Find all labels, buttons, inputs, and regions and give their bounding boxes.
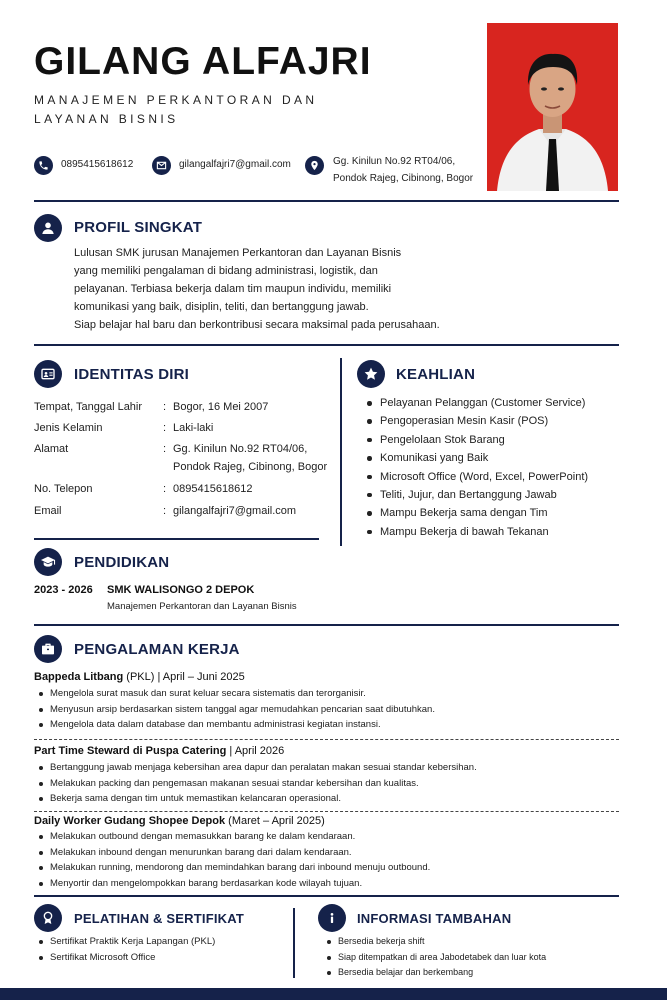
info-item: Bersedia belajar dan berkembang [322,965,546,981]
phone-icon [34,156,53,175]
bottom-column-divider [293,908,295,978]
job-title: Bappeda Litbang [34,671,124,683]
keahlian-title: KEAHLIAN [396,366,476,383]
identity-colon: : [163,401,167,413]
certificate-item: Sertifikat Praktik Kerja Lapangan (PKL) [34,934,215,950]
pengalaman-title: PENGALAMAN KERJA [74,641,240,658]
job-meta: (PKL) | April – Juni 2025 [123,671,245,683]
name-title: GILANG ALFAJRI [34,40,372,83]
job-duty: Bekerja sama dengan tim untuk memastikan kelancaran operasional. [34,791,477,807]
identity-colon: : [163,483,167,495]
location-icon [305,156,324,175]
identity-value: gilangalfajri7@gmail.com [173,505,297,517]
info-list [322,934,546,981]
job-separator [34,739,619,740]
job-separator [34,811,619,812]
job-duty: Melakukan inbound dengan menurunkan barang dari dalam kendaraan. [34,845,430,861]
skill-item: Mampu Bekerja di bawah Tekanan [360,523,588,541]
subtitle-line2: LAYANAN BISNIS [34,112,179,126]
job-meta: | April 2026 [226,745,285,757]
certificate-item: Sertifikat Microsoft Office [34,950,215,966]
user-icon [34,214,62,242]
education-school: SMK WALISONGO 2 DEPOK [107,584,255,596]
skill-item: Microsoft Office (Word, Excel, PowerPoint) [360,468,588,486]
job-duties [34,829,430,891]
identitas-divider [34,538,319,540]
profil-line: Lulusan SMK jurusan Manajemen Perkantoran dan Layanan Bisnis [74,247,402,259]
skill-item: Teliti, Jujur, dan Bertanggung Jawab [360,486,588,504]
job-duties [34,686,435,733]
contact-address-line2: Pondok Rajeg, Cibinong, Bogor [333,173,474,184]
header-divider [34,200,619,202]
contact-email: gilangalfajri7@gmail.com [179,159,291,170]
skill-item: Pelayanan Pelanggan (Customer Service) [360,394,588,412]
identity-row [34,419,334,437]
profil-line: komunikasi yang baik, disiplin, teliti, dan bertanggung jawab. [74,301,369,313]
job-duty: Bertanggung jawab menjaga kebersihan area dapur dan peralatan makan sesuai standar kebersihan. [34,760,477,776]
job-duties [34,760,477,807]
identity-value-line2: Pondok Rajeg, Cibinong, Bogor [173,461,328,473]
profil-divider [34,344,619,346]
job-header [34,745,284,757]
award-icon [34,904,62,932]
skill-item: Pengelolaan Stok Barang [360,431,588,449]
identity-colon: : [163,505,167,517]
job-header [34,671,245,683]
email-icon [152,156,171,175]
skill-item: Komunikasi yang Baik [360,449,588,467]
pengalaman-divider [34,895,619,897]
identitas-title: IDENTITAS DIRI [74,366,190,383]
profil-line: yang memiliki pengalaman di bidang administrasi, logistik, dan [74,265,378,277]
info-icon [318,904,346,932]
pendidikan-divider [34,624,619,626]
certificate-list [34,934,215,965]
job-meta: (Maret – April 2025) [225,815,325,827]
job-duty: Melakukan packing dan pengemasan makanan sesuai standar kebersihan dan kualitas. [34,776,477,792]
skill-list [360,394,588,541]
column-divider [340,358,342,546]
star-icon [357,360,385,388]
id-card-icon [34,360,62,388]
user-icon [487,23,618,191]
identity-value: Gg. Kinilun No.92 RT04/06, [173,443,308,455]
identity-row [34,440,334,476]
job-header [34,815,325,827]
education-major: Manajemen Perkantoran dan Layanan Bisnis [107,601,297,612]
contact-phone: 0895415618612 [61,159,134,170]
identity-row [34,398,334,416]
identity-colon: : [163,443,167,455]
informasi-title: INFORMASI TAMBAHAN [357,911,512,926]
identity-label: Jenis Kelamin [34,422,103,434]
profil-title: PROFIL SINGKAT [74,219,203,236]
skill-item: Mampu Bekerja sama dengan Tim [360,504,588,522]
identity-label: Alamat [34,443,69,455]
job-duty: Menyortir dan mengelompokkan barang berdasarkan kode wilayah tujuan. [34,876,430,892]
identity-label: Tempat, Tanggal Lahir [34,401,143,413]
footer-bar [0,988,667,1000]
job-duty: Melakukan running, mendorong dan memindahkan barang dari inbound menuju outbound. [34,860,430,876]
identity-value: Laki-laki [173,422,214,434]
info-item: Siap ditempatkan di area Jabodetabek dan luar kota [322,950,546,966]
subtitle-line1: MANAJEMEN PERKANTORAN DAN [34,93,318,107]
identity-label: Email [34,505,62,517]
briefcase-icon [34,635,62,663]
job-duty: Melakukan outbound dengan memasukkan barang ke dalam kendaraan. [34,829,430,845]
identity-row [34,480,334,498]
identity-colon: : [163,422,167,434]
job-title: Part Time Steward di Puspa Catering [34,745,227,757]
info-item: Bersedia bekerja shift [322,934,546,950]
profil-line: Siap belajar hal baru dan berkontribusi secara maksimal pada perusahaan. [74,319,440,331]
pelatihan-title: PELATIHAN & SERTIFIKAT [74,911,245,926]
job-duty: Mengelola surat masuk dan surat keluar secara sistematis dan terorganisir. [34,686,435,702]
contact-address-line1: Gg. Kinilun No.92 RT04/06, [333,156,456,167]
identity-label: No. Telepon [34,483,93,495]
identity-value: 0895415618612 [173,483,253,495]
pendidikan-title: PENDIDIKAN [74,554,170,571]
job-title: Daily Worker Gudang Shopee Depok [34,815,226,827]
education-years: 2023 - 2026 [34,584,93,596]
profile-photo [487,23,618,191]
job-duty: Mengelola data dalam database dan membantu administrasi kegiatan instansi. [34,717,435,733]
job-duty: Menyusun arsip berdasarkan sistem tanggal agar memudahkan pencarian saat dibutuhkan. [34,702,435,718]
skill-item: Pengoperasian Mesin Kasir (POS) [360,412,588,430]
identity-value: Bogor, 16 Mei 2007 [173,401,269,413]
identity-row [34,502,334,520]
profil-line: pelayanan. Terbiasa bekerja dalam tim maupun individu, memiliki [74,283,392,295]
graduation-cap-icon [34,548,62,576]
